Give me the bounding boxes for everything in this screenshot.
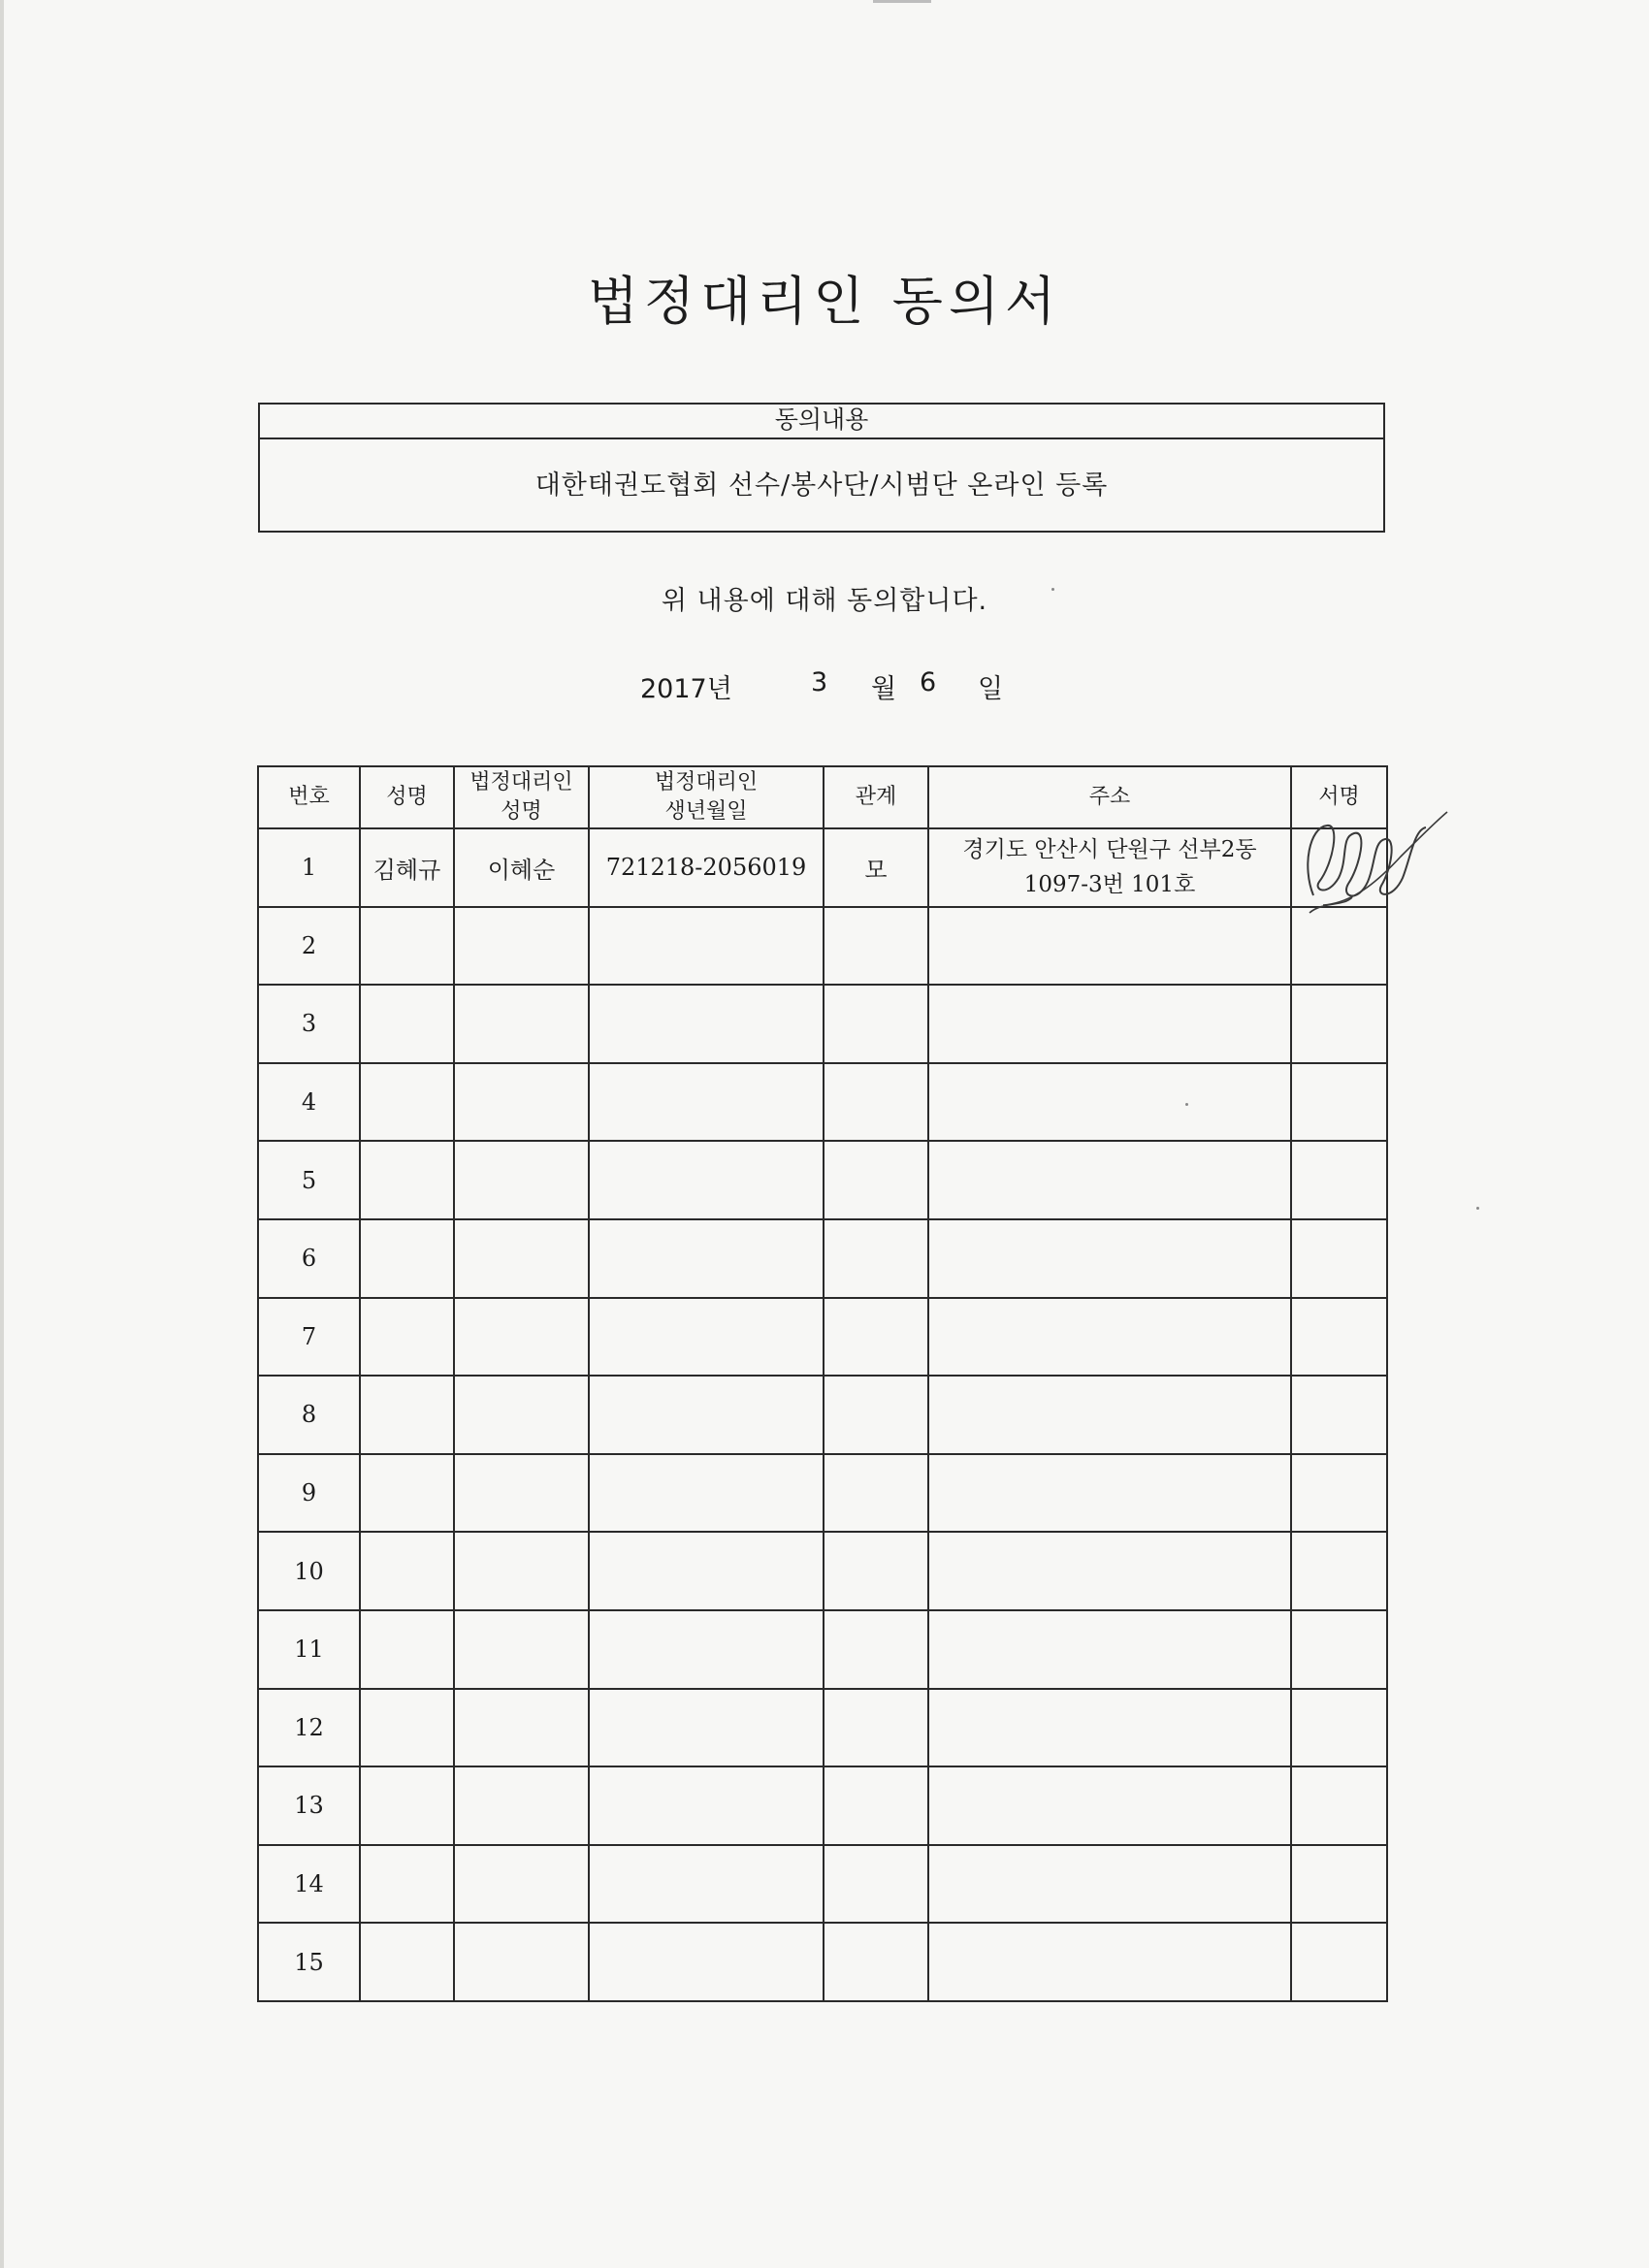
row-guardian-name — [454, 1689, 589, 1767]
row-guardian-birth — [589, 1376, 824, 1454]
row-name: 김혜규 — [360, 828, 454, 907]
row-guardian-birth — [589, 1298, 824, 1377]
row-no: 3 — [258, 985, 360, 1063]
row-relation — [824, 1141, 928, 1219]
row-address — [928, 985, 1291, 1063]
date-month: 3 — [811, 667, 828, 697]
row-signature — [1291, 1141, 1387, 1219]
agree-statement: 위 내용에 대해 동의합니다. — [661, 586, 988, 616]
row-relation — [824, 1063, 928, 1142]
row-guardian-birth — [589, 1532, 824, 1610]
row-name — [360, 1532, 454, 1610]
table-row — [258, 1923, 1387, 2001]
table-row — [258, 1063, 1387, 1142]
row-guardian-name — [454, 1063, 589, 1142]
row-signature — [1291, 985, 1387, 1063]
table-header-row — [258, 766, 1387, 828]
row-no: 6 — [258, 1219, 360, 1298]
row-no: 14 — [258, 1845, 360, 1924]
row-address — [928, 1219, 1291, 1298]
row-address — [928, 1610, 1291, 1689]
table-row — [258, 1766, 1387, 1845]
row-guardian-name: 이혜순 — [454, 828, 589, 907]
row-guardian-name — [454, 1532, 589, 1610]
guardian-table — [257, 765, 1388, 2002]
row-address — [928, 1923, 1291, 2001]
row-guardian-birth — [589, 1610, 824, 1689]
consent-header: 동의내용 — [260, 405, 1383, 439]
row-address — [928, 1376, 1291, 1454]
row-address-line1: 경기도 안산시 단원구 선부2동 — [962, 837, 1257, 863]
row-no: 15 — [258, 1923, 360, 2001]
row-name — [360, 1141, 454, 1219]
row-relation — [824, 1532, 928, 1610]
row-name — [360, 1454, 454, 1533]
row-name — [360, 985, 454, 1063]
header-relation: 관계 — [824, 766, 928, 828]
row-relation — [824, 1766, 928, 1845]
row-guardian-name — [454, 1766, 589, 1845]
header-signature: 서명 — [1291, 766, 1387, 828]
row-guardian-birth: 721218-2056019 — [589, 828, 824, 907]
row-address — [928, 1063, 1291, 1142]
row-signature — [1291, 1923, 1387, 2001]
row-signature — [1291, 1845, 1387, 1924]
row-guardian-birth — [589, 985, 824, 1063]
table-row — [258, 1141, 1387, 1219]
row-guardian-name — [454, 1376, 589, 1454]
table-row — [258, 1219, 1387, 1298]
row-relation — [824, 985, 928, 1063]
row-signature — [1291, 907, 1387, 986]
row-guardian-name — [454, 1454, 589, 1533]
table-row — [258, 1298, 1387, 1377]
row-name — [360, 1219, 454, 1298]
row-guardian-birth — [589, 1766, 824, 1845]
row-signature — [1291, 1298, 1387, 1377]
table-row — [258, 1376, 1387, 1454]
row-relation — [824, 1923, 928, 2001]
header-no: 번호 — [258, 766, 360, 828]
row-address — [928, 1532, 1291, 1610]
row-guardian-name — [454, 1610, 589, 1689]
row-signature — [1291, 1766, 1387, 1845]
row-guardian-name — [454, 985, 589, 1063]
consent-body: 대한태권도협회 선수/봉사단/시범단 온라인 등록 — [534, 470, 1109, 501]
row-address — [928, 828, 1291, 907]
row-guardian-name — [454, 1298, 589, 1377]
header-guardian-name-line2: 성명 — [501, 799, 542, 824]
row-relation — [824, 1689, 928, 1767]
row-signature — [1291, 1454, 1387, 1533]
row-address — [928, 1141, 1291, 1219]
row-address — [928, 1845, 1291, 1924]
row-no: 11 — [258, 1610, 360, 1689]
row-guardian-birth — [589, 1063, 824, 1142]
row-no: 4 — [258, 1063, 360, 1142]
row-guardian-name — [454, 1923, 589, 2001]
header-guardian-birth — [589, 766, 824, 828]
row-relation — [824, 1219, 928, 1298]
row-guardian-birth — [589, 1923, 824, 2001]
scan-speck — [1051, 588, 1054, 591]
row-address — [928, 907, 1291, 986]
row-relation — [824, 907, 928, 986]
date-day-label: 일 — [978, 674, 1004, 704]
row-address — [928, 1689, 1291, 1767]
row-relation — [824, 1376, 928, 1454]
row-no: 13 — [258, 1766, 360, 1845]
row-name — [360, 1766, 454, 1845]
row-guardian-name — [454, 1219, 589, 1298]
table-row — [258, 1689, 1387, 1767]
row-relation — [824, 1298, 928, 1377]
row-signature — [1291, 1063, 1387, 1142]
row-guardian-birth — [589, 1454, 824, 1533]
row-name — [360, 1376, 454, 1454]
row-no: 2 — [258, 907, 360, 986]
row-relation — [824, 1845, 928, 1924]
scan-edge-top — [873, 0, 931, 3]
row-no: 12 — [258, 1689, 360, 1767]
date-line — [0, 667, 1649, 706]
row-name — [360, 1298, 454, 1377]
row-relation: 모 — [824, 828, 928, 907]
row-no: 5 — [258, 1141, 360, 1219]
scan-speck — [1476, 1207, 1479, 1210]
row-guardian-birth — [589, 1141, 824, 1219]
date-month-label: 월 — [871, 674, 897, 704]
date-day: 6 — [920, 667, 937, 697]
row-guardian-name — [454, 1845, 589, 1924]
table-row — [258, 1454, 1387, 1533]
row-name — [360, 1063, 454, 1142]
header-address: 주소 — [928, 766, 1291, 828]
row-guardian-birth — [589, 1219, 824, 1298]
row-address — [928, 1766, 1291, 1845]
row-no: 1 — [258, 828, 360, 907]
row-relation — [824, 1610, 928, 1689]
table-row — [258, 907, 1387, 986]
row-name — [360, 1845, 454, 1924]
row-guardian-name — [454, 907, 589, 986]
row-address — [928, 1454, 1291, 1533]
row-signature — [1291, 1532, 1387, 1610]
row-no: 7 — [258, 1298, 360, 1377]
row-name — [360, 907, 454, 986]
table-row — [258, 828, 1387, 907]
row-signature — [1291, 1689, 1387, 1767]
table-row — [258, 1845, 1387, 1924]
row-guardian-birth — [589, 907, 824, 986]
header-name: 성명 — [360, 766, 454, 828]
row-address — [928, 1298, 1291, 1377]
header-guardian-name-line1: 법정대리인 — [469, 770, 573, 794]
scan-edge — [0, 0, 4, 2268]
row-name — [360, 1923, 454, 2001]
row-signature — [1291, 828, 1387, 907]
row-guardian-birth — [589, 1845, 824, 1924]
row-no: 9 — [258, 1454, 360, 1533]
scan-speck — [1185, 1103, 1188, 1106]
row-signature — [1291, 1219, 1387, 1298]
row-name — [360, 1610, 454, 1689]
row-no: 8 — [258, 1376, 360, 1454]
table-row — [258, 1610, 1387, 1689]
date-year: 2017년 — [640, 674, 732, 704]
header-guardian-name — [454, 766, 589, 828]
table-row — [258, 985, 1387, 1063]
table-row — [258, 1532, 1387, 1610]
document-title: 법정대리인 동의서 — [587, 271, 1062, 332]
header-guardian-birth-line1: 법정대리인 — [654, 770, 759, 794]
row-guardian-birth — [589, 1689, 824, 1767]
row-address-line2: 1097-3번 101호 — [1023, 872, 1196, 898]
row-signature — [1291, 1610, 1387, 1689]
row-signature — [1291, 1376, 1387, 1454]
row-name — [360, 1689, 454, 1767]
consent-box — [258, 403, 1385, 533]
header-guardian-birth-line2: 생년월일 — [664, 799, 748, 824]
row-guardian-name — [454, 1141, 589, 1219]
row-no: 10 — [258, 1532, 360, 1610]
row-relation — [824, 1454, 928, 1533]
